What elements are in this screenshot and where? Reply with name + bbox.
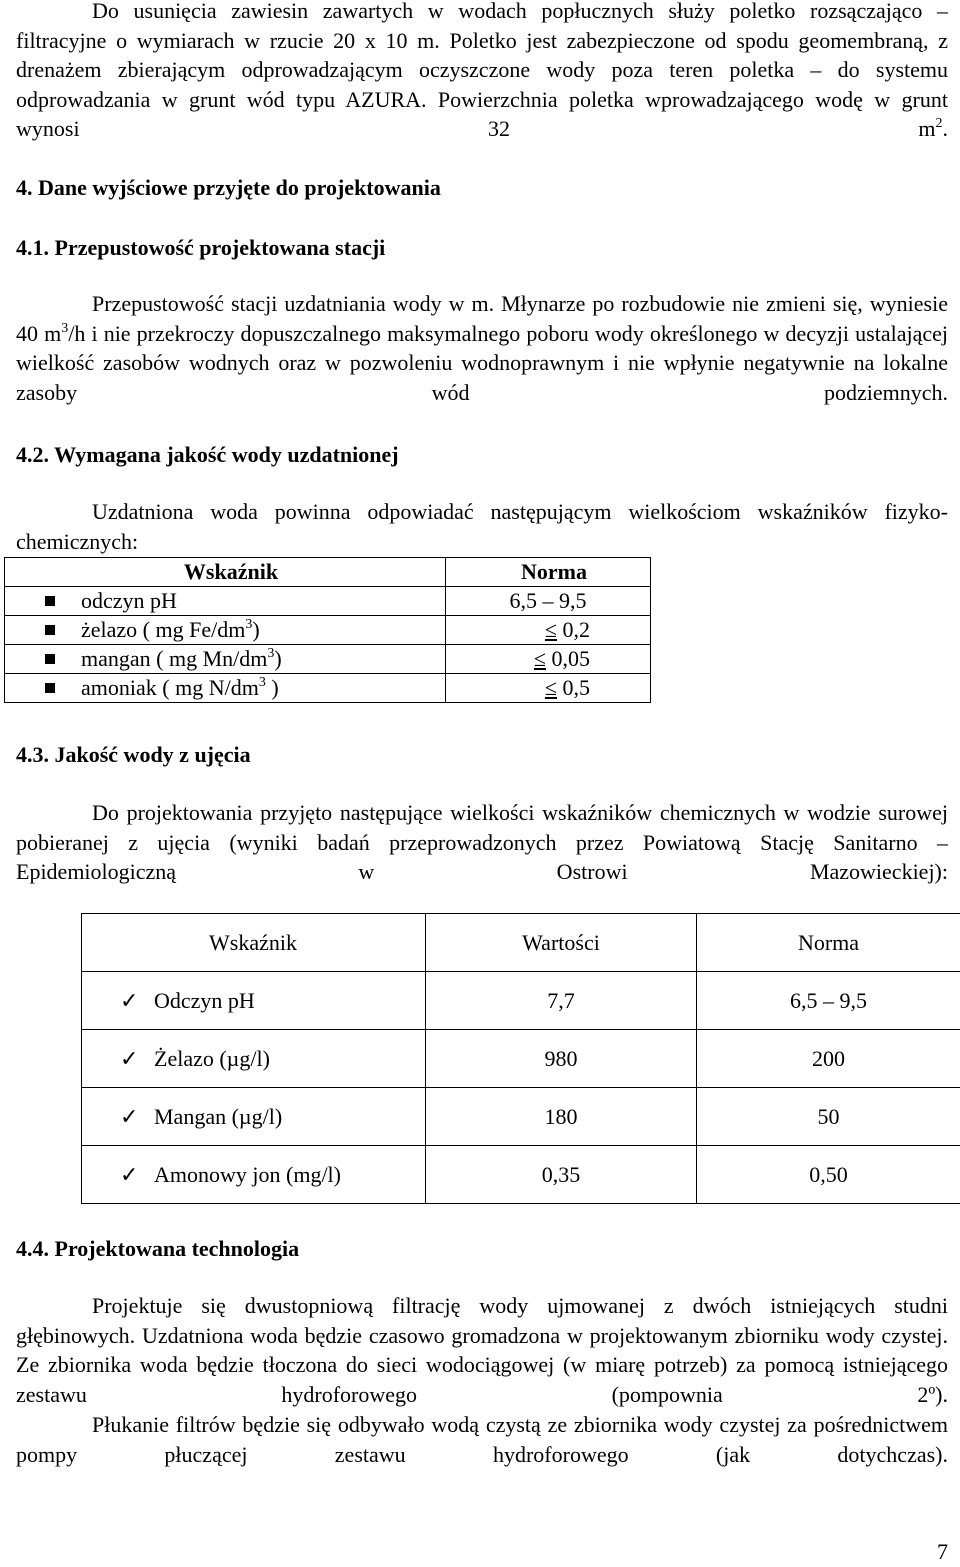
norm-cell (446, 674, 651, 703)
intro-text-end: . (943, 116, 949, 141)
less-equal-sign: ≤ (545, 617, 557, 642)
indicator-name: Odczyn pH (154, 988, 255, 1013)
norm-cell (446, 645, 651, 674)
table-row (5, 587, 651, 616)
table-header-row (82, 914, 960, 972)
norm-cell (446, 616, 651, 645)
norm-cell: 6,5 – 9,5 (446, 587, 651, 616)
check-mark-icon: ✓ (120, 1160, 146, 1190)
norm-cell: 0,50 (697, 1146, 960, 1204)
value-cell: 7,7 (426, 972, 697, 1030)
section-4-4-heading: 4.4. Projektowana technologia (16, 1234, 299, 1264)
table-header-values: Wartości (426, 914, 697, 972)
square-bullet-icon (45, 683, 55, 693)
s41-text-b: /h i nie przekroczy dopuszczalnego maksymalnego poboru wody określonego w decyzji ustalającej wielkość zasobów wodnych oraz w pozwoleniu wodnoprawnym i nie wpłynie negatywnie na lokalne zasoby wód podziemnych. (16, 321, 948, 405)
intro-text-2: Powierzchnia poletka wprowadzającego wodę w grunt wynosi 32 m (16, 87, 948, 142)
indicator-name-end: ) (274, 646, 281, 671)
superscript: 3 (245, 617, 252, 632)
table-row (5, 645, 651, 674)
indicator-cell (5, 616, 446, 645)
indicator-name: odczyn pH (81, 588, 177, 613)
superscript: 3 (61, 321, 68, 336)
norm-value: 0,05 (546, 646, 590, 671)
superscript: 3 (267, 646, 274, 661)
value-cell: 180 (426, 1088, 697, 1146)
section-4-heading: 4. Dane wyjściowe przyjęte do projektowania (16, 173, 441, 203)
indicator-name-end: ) (266, 675, 279, 700)
check-mark-icon: ✓ (120, 1044, 146, 1074)
indicator-name-end: ) (252, 617, 259, 642)
square-bullet-icon (45, 596, 55, 606)
table-row (5, 674, 651, 703)
section-4-1-paragraph (16, 289, 948, 437)
value-cell: 980 (426, 1030, 697, 1088)
section-4-4-paragraph-2: Płukanie filtrów będzie się odbywało wodą czystą ze zbiornika wody czystej za pośrednictwem pompy płuczącej zestawu hydroforowego (jak dotychczas). (16, 1410, 948, 1499)
table-row (5, 616, 651, 645)
table-header-indicator: Wskaźnik (5, 558, 446, 587)
norm-cell: 200 (697, 1030, 960, 1088)
indicator-name: mangan ( mg Mn/dm (81, 646, 267, 671)
page-number: 7 (937, 1537, 948, 1567)
table-row (82, 1030, 960, 1088)
less-equal-sign: ≤ (545, 675, 557, 700)
table-header-norm: Norma (697, 914, 960, 972)
square-bullet-icon (45, 625, 55, 635)
norm-value: 0,2 (557, 617, 590, 642)
superscript: 3 (259, 675, 266, 690)
indicator-name: amoniak ( mg N/dm (81, 675, 259, 700)
section-4-1-heading: 4.1. Przepustowość projektowana stacji (16, 233, 385, 263)
s41-text-a: Przepustowość stacji uzdatniania wody w m. Młynarze po rozbudowie nie zmieni się, wyniesie 40 m (16, 291, 948, 346)
indicator-cell (5, 674, 446, 703)
section-4-2-heading: 4.2. Wymagana jakość wody uzdatnionej (16, 440, 399, 470)
intro-text: Do usunięcia zawiesin zawartych w wodach popłucznych służy poletko rozsączająco – filtracyjne o wymiarach w rzucie 20 x 10 m. Poletko jest zabezpieczone od spodu geomembraną, z drenażem zbierającym odprowadzającym oczyszczone wody poza teren poletka – do systemu odprowadzania w grunt wód typu AZURA. (16, 0, 948, 112)
square-bullet-icon (45, 654, 55, 664)
indicator-name: Mangan (µg/l) (154, 1104, 282, 1129)
table-header-indicator: Wskaźnik (82, 914, 426, 972)
table-header-norm: Norma (446, 558, 651, 587)
indicator-name: Żelazo (µg/l) (154, 1046, 270, 1071)
norm-value: 0,5 (557, 675, 590, 700)
section-4-2-paragraph: Uzdatniona woda powinna odpowiadać następującym wielkościom wskaźników fizyko-chemicznych: (16, 497, 948, 586)
indicator-cell (82, 1146, 426, 1204)
indicator-cell (5, 587, 446, 616)
check-mark-icon: ✓ (120, 1102, 146, 1132)
table-row (82, 1088, 960, 1146)
section-4-4-paragraph-1: Projektuje się dwustopniową filtrację wody ujmowanej z dwóch istniejących studni głębinowych. Uzdatniona woda będzie czasowo gromadzona w projektowanym zbiorniku wody czystej. Ze zbiornika woda będzie tłoczona do sieci wodociągowej (w miarę potrzeb) za pomocą istniejącego zestawu hydroforowego (pompownia 2º). (16, 1291, 948, 1439)
intro-paragraph (16, 0, 948, 173)
indicator-cell (82, 972, 426, 1030)
table-row (82, 972, 960, 1030)
indicator-name: Amonowy jon (mg/l) (154, 1162, 341, 1187)
indicator-cell (82, 1088, 426, 1146)
value-cell: 0,35 (426, 1146, 697, 1204)
indicator-cell (82, 1030, 426, 1088)
indicator-name: żelazo ( mg Fe/dm (81, 617, 245, 642)
section-4-3-paragraph: Do projektowania przyjęto następujące wielkości wskaźników chemicznych w wodzie surowej pobieranej z ujęcia (wyniki badań przeprowadzonych przez Powiatową Stację Sanitarno – Epidemiologiczną w Ostrowi Mazowieckiej): (16, 798, 948, 916)
table-header-row (5, 558, 651, 587)
norm-cell: 50 (697, 1088, 960, 1146)
raw-water-quality-table (81, 913, 960, 1204)
superscript: 2 (936, 116, 943, 131)
less-equal-sign: ≤ (534, 646, 546, 671)
water-quality-norm-table (4, 557, 651, 703)
table-row (82, 1146, 960, 1204)
section-4-3-heading: 4.3. Jakość wody z ujęcia (16, 740, 251, 770)
norm-cell: 6,5 – 9,5 (697, 972, 960, 1030)
indicator-cell (5, 645, 446, 674)
check-mark-icon: ✓ (120, 986, 146, 1016)
